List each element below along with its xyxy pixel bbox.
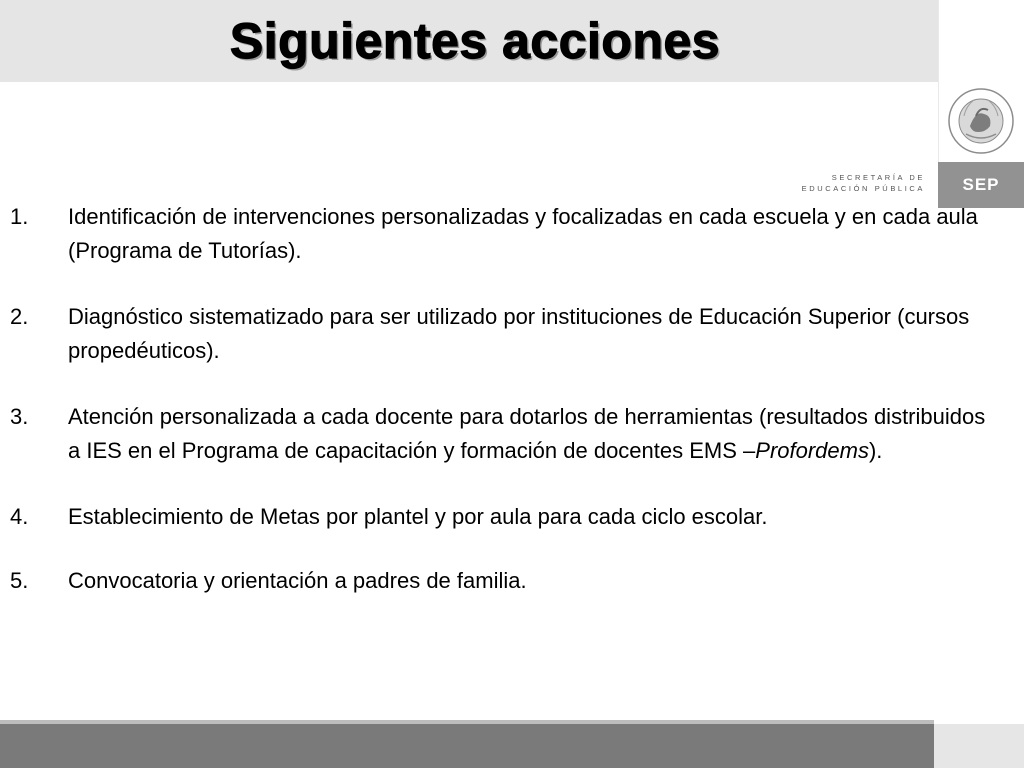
list-item-text: Atención personalizada a cada docente para dotarlos de herramientas (resultados distribuidos a IES en el Programa de capacitación y formación de docentes EMS – [68,404,986,463]
sep-logo-text: SEP [962,175,1000,194]
footer-corner [934,724,1024,768]
secretaria-logo-text [800,172,925,194]
list-item [0,564,990,598]
list-item-text-end: ). [868,438,883,463]
list-item-text: Convocatoria y orientación a padres de familia. [68,568,527,593]
actions-list [0,200,990,630]
list-item-italic-text: Profordems [755,438,869,463]
slide-title: Siguientes acciones [229,13,721,69]
list-item-number: 4. [10,504,29,529]
mexican-coat-of-arms-seal-icon [946,86,1016,156]
list-item-text: Diagnóstico sistematizado para ser utilizado por instituciones de Educación Superior (cursos propedéuticos). [68,304,970,363]
list-item-number: 5. [10,568,29,593]
footer-bar [0,724,934,768]
list-item-number: 2. [10,304,29,329]
list-item-text: Identificación de intervenciones personalizadas y focalizadas en cada escuela y en cada aula (Programa de Tutorías). [68,204,978,263]
secretaria-line-1: SECRETARÍA DE [831,173,925,182]
list-item-text: Establecimiento de Metas por plantel y por aula para cada ciclo escolar. [68,504,768,529]
secretaria-line-2: EDUCACIÓN PÚBLICA [801,184,925,193]
list-item-number: 3. [10,404,29,429]
list-item [0,300,990,368]
list-item [0,400,990,468]
list-item-number: 1. [10,204,29,229]
list-item [0,200,990,268]
list-item [0,500,990,534]
